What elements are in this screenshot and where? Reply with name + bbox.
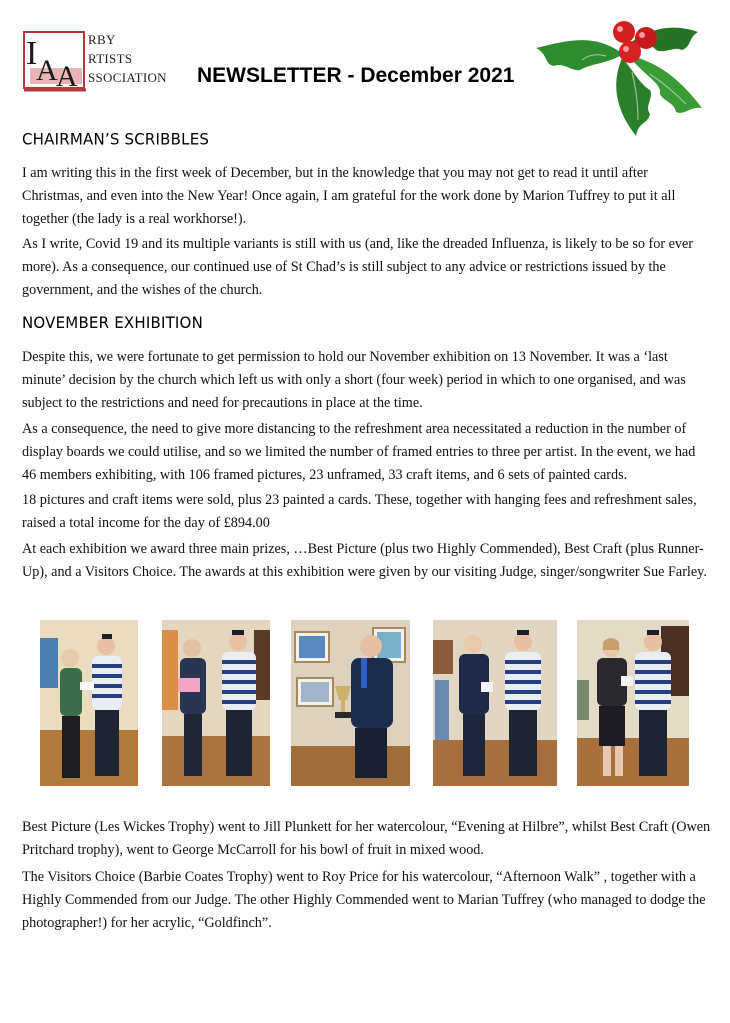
logo-mark-icon <box>22 28 88 94</box>
logo-initial-a1: A <box>36 54 58 87</box>
award-photo-3 <box>291 620 410 786</box>
section-heading-november: NOVEMBER EXHIBITION <box>22 313 203 333</box>
logo-text <box>88 30 167 87</box>
award-photo-2 <box>162 620 270 786</box>
association-logo <box>22 28 174 96</box>
award-photo-5 <box>577 620 689 786</box>
chairman-paragraph-1: I am writing this in the first week of December, but in the knowledge that you may not get to read it until after Christmas, and even into the New Year! Once again, I am grateful for the work done by Marion Tuffrey to put it all together (the lady is a real workhorse!). <box>22 165 676 227</box>
november-paragraph-3: 18 pictures and craft items were sold, plus 23 painted a cards. These, together with hanging fees and refreshment sales, raised a total income for the day of £894.00 <box>22 492 697 531</box>
logo-initial-i: I <box>26 35 38 72</box>
logo-line-artists: RTISTS <box>88 51 133 66</box>
holly-icon <box>532 12 708 138</box>
award-photo-4 <box>433 620 557 786</box>
logo-initial-a2: A <box>56 60 78 93</box>
november-paragraph-1: Despite this, we were fortunate to get permission to hold our November exhibition on 13 November. It was a ‘last minute’ decision by the church which left us with only a short (four week) period in which to one organised, and was subject to the restrictions and need for precautions in place at the time. <box>22 349 686 411</box>
november-paragraph-4: At each exhibition we award three main prizes, …Best Picture (plus two Highly Commended), Best Craft (plus Runner-Up), and a Visitors Choice. The awards at this exhibition were given by our visiting Judge, singer/songwriter Sue Farley. <box>22 541 707 580</box>
logo-line-irby: RBY <box>88 32 116 47</box>
section-heading-chairman: CHAIRMAN’S SCRIBBLES <box>22 129 210 149</box>
awards-paragraph-2: The Visitors Choice (Barbie Coates Trophy) went to Roy Price for his watercolour, “Afternoon Walk” , together with a Highly Commended from our Judge. The other Highly Commended went to Marian Tuffrey (who managed to dodge the photographer!) for her acrylic, “Goldfinch”. <box>22 869 706 931</box>
newsletter-title: NEWSLETTER - December 2021 <box>197 64 515 87</box>
awards-paragraph-1: Best Picture (Les Wickes Trophy) went to Jill Plunkett for her watercolour, “Evening at Hilbre”, whilst Best Craft (Owen Pritchard trophy), went to George McCarroll for his bowl of fruit in mixed wood. <box>22 819 711 858</box>
november-paragraph-2: As a consequence, the need to give more distancing to the refreshment area necessitated a reduction in the number of display boards we could utilise, and so we limited the number of framed entries to three per artist. In the event, we had 46 members exhibiting, with 106 framed pictures, 23 unframed, 33 craft items, and 6 sets of painted cards. <box>22 421 696 483</box>
award-photo-1 <box>40 620 138 786</box>
chairman-paragraph-2: As I write, Covid 19 and its multiple variants is still with us (and, like the dreaded Influenza, is likely to be so for ever more). As a consequence, our continued use of St Chad’s is still subject to any advice or restrictions issued by the government, and the wishes of the church. <box>22 236 694 298</box>
logo-line-association: SSOCIATION <box>88 70 167 85</box>
